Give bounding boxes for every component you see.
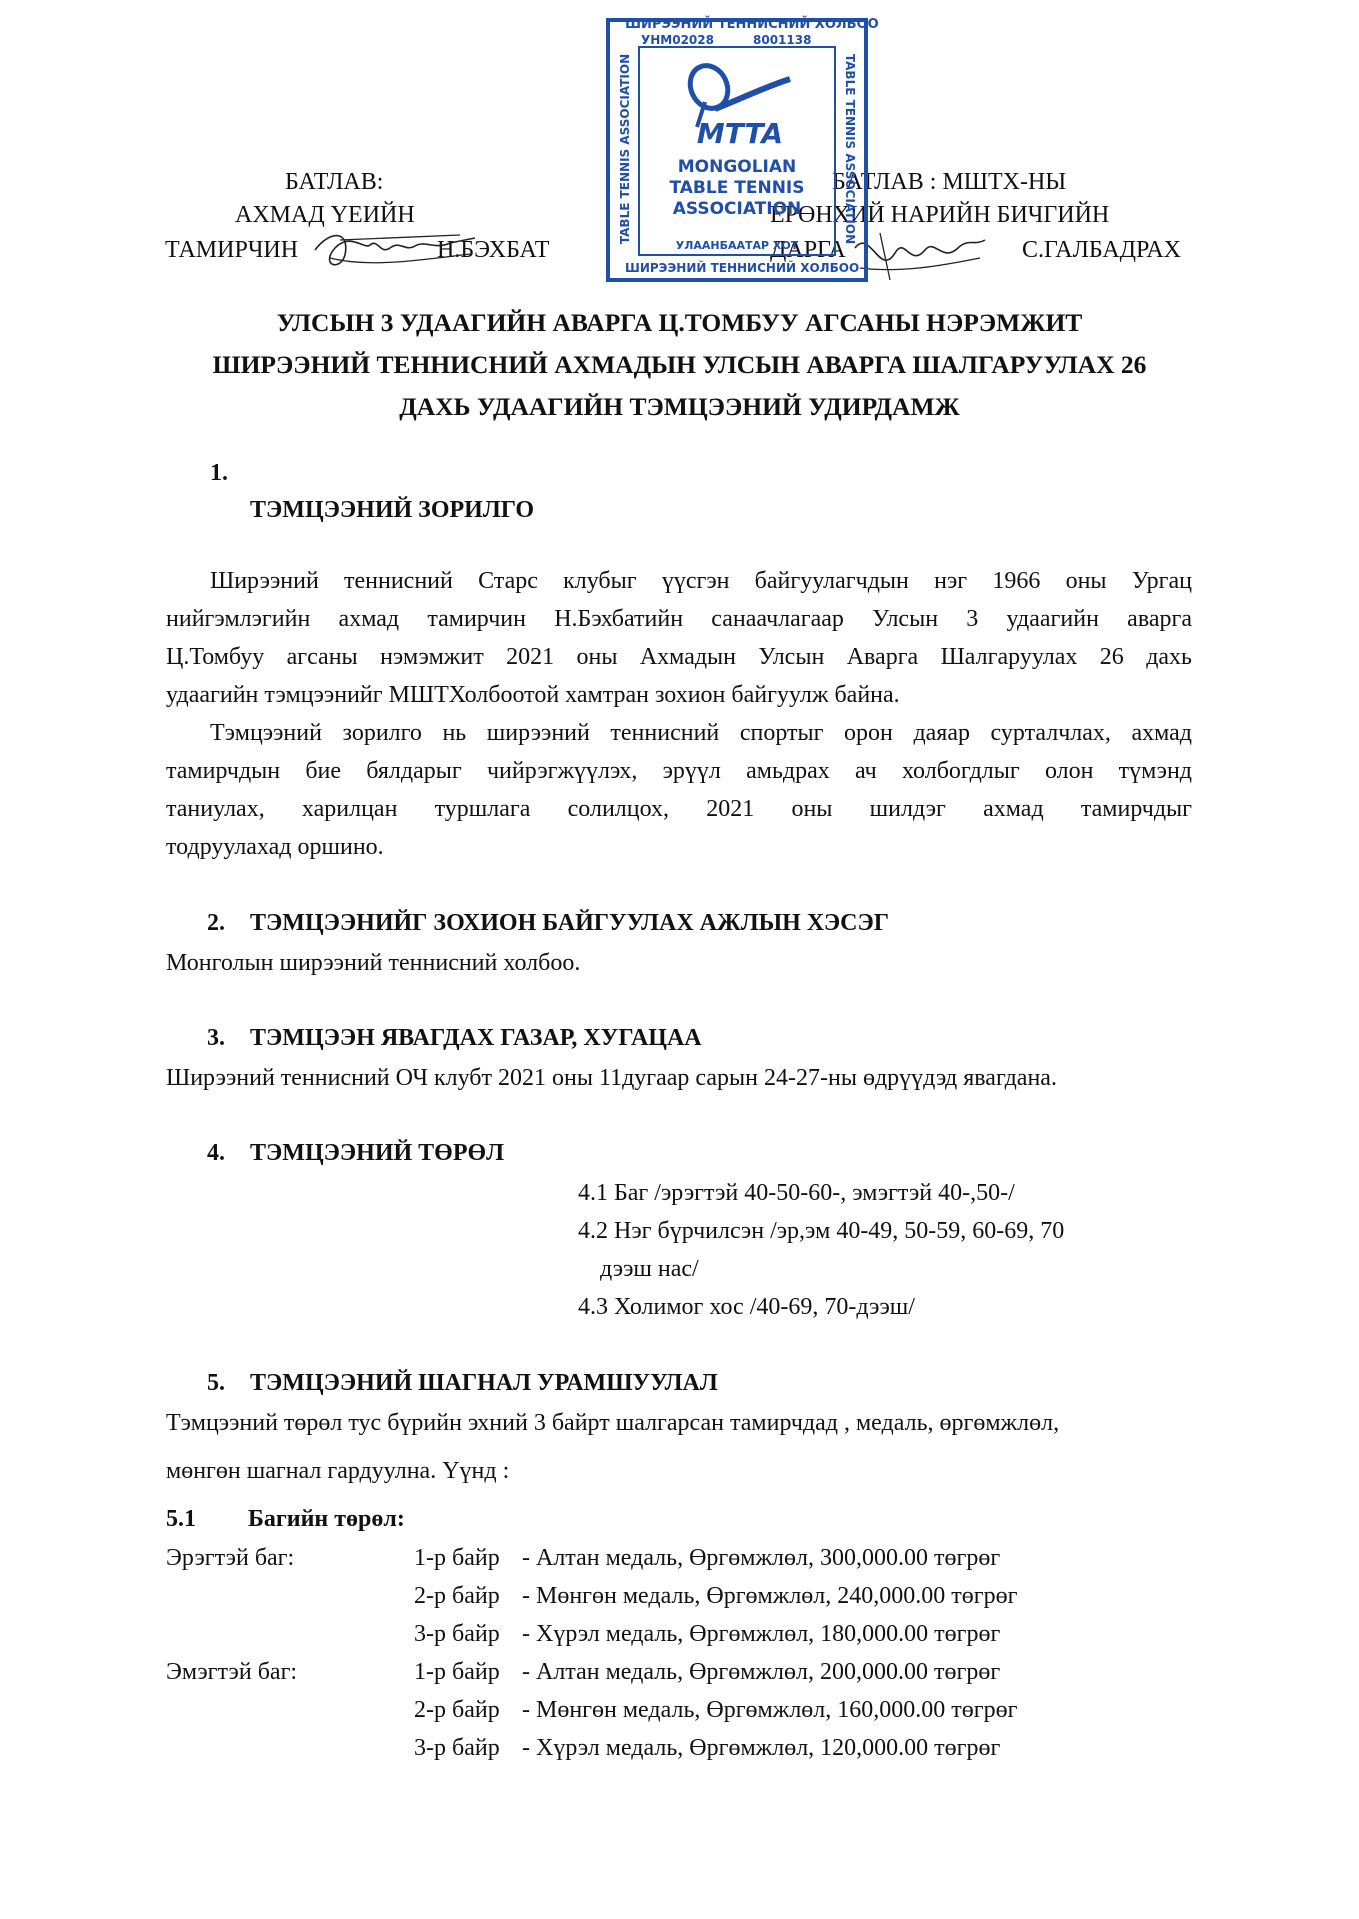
stamp-code-1: УНМ02028	[641, 33, 714, 47]
women-row-3-prize: - Хүрэл медаль, Өргөмжлөл, 120,000.00 төгрөг	[522, 1735, 1001, 1761]
signature-right	[850, 218, 990, 288]
subsection-5-1-number: 5.1	[166, 1506, 196, 1532]
approval-left-line2: АХМАД ҮЕИЙН	[235, 202, 415, 228]
women-row-3-place: 3-р байр	[414, 1735, 500, 1761]
s1-p1-line-4: удаагийн тэмцээнийг МШТХолбоотой хамтран зохион байгуулж байна.	[166, 682, 900, 708]
men-row-3-place: 3-р байр	[414, 1621, 500, 1647]
stamp-top-text: ШИРЭЭНИЙ ТЕННИСНИЙ ХОЛБОО	[625, 17, 879, 32]
subsection-5-1-title: Багийн төрөл:	[248, 1506, 405, 1532]
section-5-body-line-2: мөнгөн шагнал гардуулна. Үүнд :	[166, 1458, 510, 1484]
section-4-number: 4.	[207, 1140, 225, 1166]
stamp-name-line1: MONGOLIAN	[677, 157, 797, 177]
approval-right-line3b: С.ГАЛБАДРАХ	[1022, 237, 1181, 263]
section-4-item-1: 4.1 Баг /эрэгтэй 40-50-60-, эмэгтэй 40-,50-/	[578, 1180, 1015, 1206]
section-2-number: 2.	[207, 910, 225, 936]
stamp-bottom-text: ШИРЭЭНИЙ ТЕННИСНИЙ ХОЛБОО	[625, 261, 860, 275]
section-1-paragraph-2	[166, 714, 1192, 866]
section-5-title: ТЭМЦЭЭНИЙ ШАГНАЛ УРАМШУУЛАЛ	[250, 1370, 718, 1396]
section-3-title: ТЭМЦЭЭН ЯВАГДАХ ГАЗАР, ХУГАЦАА	[250, 1025, 702, 1051]
section-4-item-2: 4.2 Нэг бүрчилсэн /эр,эм 40-49, 50-59, 60-69, 70	[578, 1218, 1065, 1244]
s1-p2-line-4: тодруулахад оршино.	[166, 834, 384, 860]
s1-p1-line-1: Ширээний теннисний Старс клубыг үүсгэн байгуулагчдын нэг 1966 оны Ургац	[210, 568, 1192, 594]
section-3-number: 3.	[207, 1025, 225, 1051]
approval-left-line3a: ТАМИРЧИН	[165, 237, 299, 263]
signature-left	[310, 210, 480, 280]
section-3-body: Ширээний теннисний ОЧ клубт 2021 оны 11дугаар сарын 24-27-ны өдрүүдэд явагдана.	[166, 1065, 1057, 1091]
stamp-code-2: 8001138	[753, 33, 812, 47]
s1-p2-line-3: таниулах, харилцан туршлага солилцох, 2021 оны шилдэг ахмад тамирчдыг	[166, 796, 1192, 822]
men-row-2-prize: - Мөнгөн медаль, Өргөмжлөл, 240,000.00 төгрөг	[522, 1583, 1018, 1609]
men-row-2-place: 2-р байр	[414, 1583, 500, 1609]
stamp-city: УЛААНБААТАР ХОТ	[675, 239, 799, 252]
stamp-logo-text: MTTA	[696, 117, 784, 150]
section-5-number: 5.	[207, 1370, 225, 1396]
title-line-3: ДАХЬ УДААГИЙН ТЭМЦЭЭНИЙ УДИРДАМЖ	[399, 392, 960, 421]
women-row-2-place: 2-р байр	[414, 1697, 500, 1723]
section-2-body: Монголын ширээний теннисний холбоо.	[166, 950, 581, 976]
men-row-1-prize: - Алтан медаль, Өргөмжлөл, 300,000.00 төгрөг	[522, 1545, 1001, 1571]
men-row-3-prize: - Хүрэл медаль, Өргөмжлөл, 180,000.00 төгрөг	[522, 1621, 1001, 1647]
approval-right-line3a: ДАРГА	[770, 237, 846, 263]
s1-p1-line-3: Ц.Томбуу агсаны нэмэмжит 2021 оны Ахмадын Улсын Аварга Шалгаруулах 26 дахь	[166, 644, 1192, 670]
approval-right-line2: ЕРӨНХИЙ НАРИЙН БИЧГИЙН	[770, 202, 1110, 228]
women-row-2-prize: - Мөнгөн медаль, Өргөмжлөл, 160,000.00 төгрөг	[522, 1697, 1018, 1723]
title-line-1: УЛСЫН 3 УДААГИЙН АВАРГА Ц.ТОМБУУ АГСАНЫ НЭРЭМЖИТ	[276, 308, 1083, 337]
approval-left-line3b: Н.БЭХБАТ	[437, 237, 550, 263]
title-line-2: ШИРЭЭНИЙ ТЕННИСНИЙ АХМАДЫН УЛСЫН АВАРГА ШАЛГАРУУЛАХ 26	[212, 350, 1147, 379]
s1-p1-line-2: нийгэмлэгийн ахмад тамирчин Н.Бэхбатийн санаачлагаар Улсын 3 удаагийн аварга	[166, 606, 1192, 632]
group-women-label: Эмэгтэй баг:	[166, 1659, 298, 1685]
section-1-number: 1.	[210, 460, 228, 486]
women-row-1-place: 1-р байр	[414, 1659, 500, 1685]
women-row-1-prize: - Алтан медаль, Өргөмжлөл, 200,000.00 төгрөг	[522, 1659, 1001, 1685]
stamp-name-line3: ASSOCIATION	[672, 199, 802, 219]
s1-p2-line-2: тамирчдын бие бялдарыг чийрэгжүүлэх, эрүүл амьдрах ач холбогдлыг олон түмэнд	[166, 758, 1192, 784]
men-row-1-place: 1-р байр	[414, 1545, 500, 1571]
s1-p2-line-1: Тэмцээний зорилго нь ширээний теннисний спортыг орон даяар сурталчлах, ахмад	[210, 720, 1192, 746]
association-stamp	[605, 17, 879, 283]
section-4-item-3: 4.3 Холимог хос /40-69, 70-дээш/	[578, 1294, 915, 1320]
approval-left-line1: БАТЛАВ:	[285, 169, 384, 195]
stamp-side-text-right: TABLE TENNIS ASSOCIATION	[843, 53, 857, 245]
section-4-item-2-cont: дээш нас/	[600, 1256, 699, 1282]
section-1-title: ТЭМЦЭЭНИЙ ЗОРИЛГО	[250, 497, 535, 523]
approval-right-line1: БАТЛАВ : МШТХ-НЫ	[832, 169, 1067, 195]
section-2-title: ТЭМЦЭЭНИЙГ ЗОХИОН БАЙГУУЛАХ АЖЛЫН ХЭСЭГ	[250, 910, 890, 936]
document-title	[100, 302, 1259, 428]
section-5-body-line-1: Тэмцээний төрөл тус бүрийн эхний 3 байрт шалгарсан тамирчдад , медаль, өргөмжлөл,	[166, 1410, 1060, 1436]
section-1-paragraph-1	[166, 562, 1192, 714]
section-4-title: ТЭМЦЭЭНИЙ ТӨРӨЛ	[250, 1140, 505, 1166]
group-men-label: Эрэгтэй баг:	[166, 1545, 295, 1571]
stamp-side-text-left: TABLE TENNIS ASSOCIATION	[618, 53, 632, 245]
stamp-name-line2: TABLE TENNIS	[669, 178, 805, 198]
